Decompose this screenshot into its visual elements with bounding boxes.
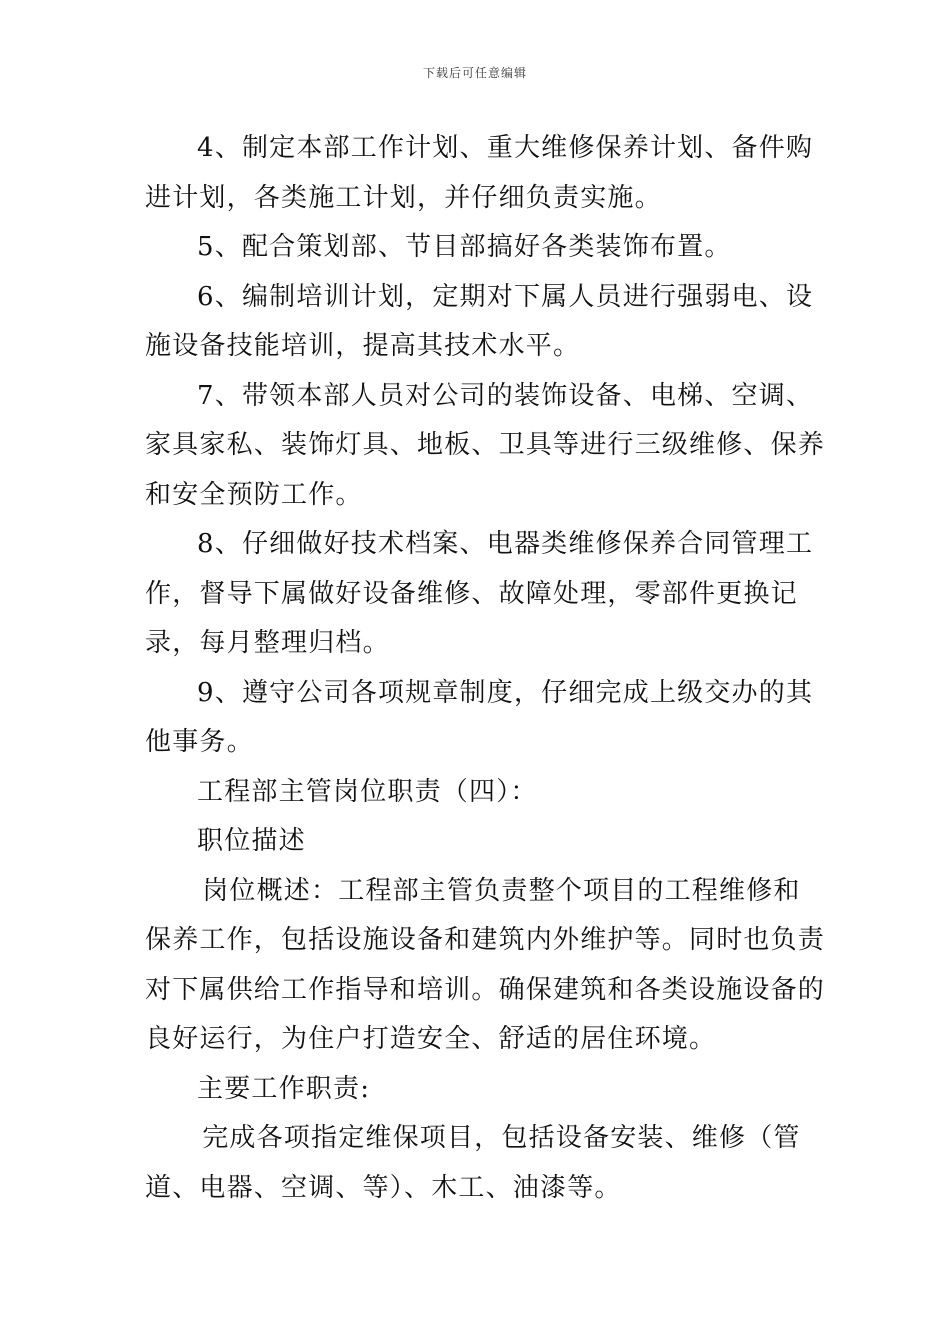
subheading-main-duties: 主要工作职责: — [197, 1073, 371, 1104]
subheading-job-description: 职位描述 — [197, 826, 306, 856]
page-header: 下载后可任意编辑 — [422, 66, 527, 80]
duty-paragraph: 完成各项指定维保项目，包括设备安装、维修（管道、电器、空调、等）、木工、油漆等。 — [145, 1123, 801, 1203]
job-overview-paragraph: 岗位概述：工程部主管负责整个项目的工程维修和保养工作，包括设施设备和建筑内外维护等。同时也负责对下属供给工作指导和培训。确保建筑和各类设施设备的良好运行，为住户打造安全、舒适的居住环境。 — [145, 875, 826, 1054]
document-body — [145, 124, 825, 1213]
paragraph-item-6: 6、编制培训计划，定期对下属人员进行强弱电、设施设备技能培训，提高其技术水平。 — [145, 281, 814, 361]
paragraph-item-5: 5、配合策划部、节目部搞好各类装饰布置。 — [197, 232, 732, 262]
paragraph-item-7: 7、带领本部人员对公司的装饰设备、电梯、空调、家具家私、装饰灯具、地板、卫具等进行三级维修、保养和安全预防工作。 — [145, 380, 826, 510]
paragraph-item-4: 4、制定本部工作计划、重大维修保养计划、备件购进计划，各类施工计划，并仔细负责实施。 — [145, 133, 814, 213]
section-heading: 工程部主管岗位职责（四）： — [197, 776, 538, 807]
paragraph-item-8: 8、仔细做好技术档案、电器类维修保养合同管理工作，督导下属做好设备维修、故障处理，零部件更换记录，每月整理归档。 — [145, 529, 814, 658]
paragraph-item-9: 9、遵守公司各项规章制度，仔细完成上级交办的其他事务。 — [145, 677, 814, 757]
